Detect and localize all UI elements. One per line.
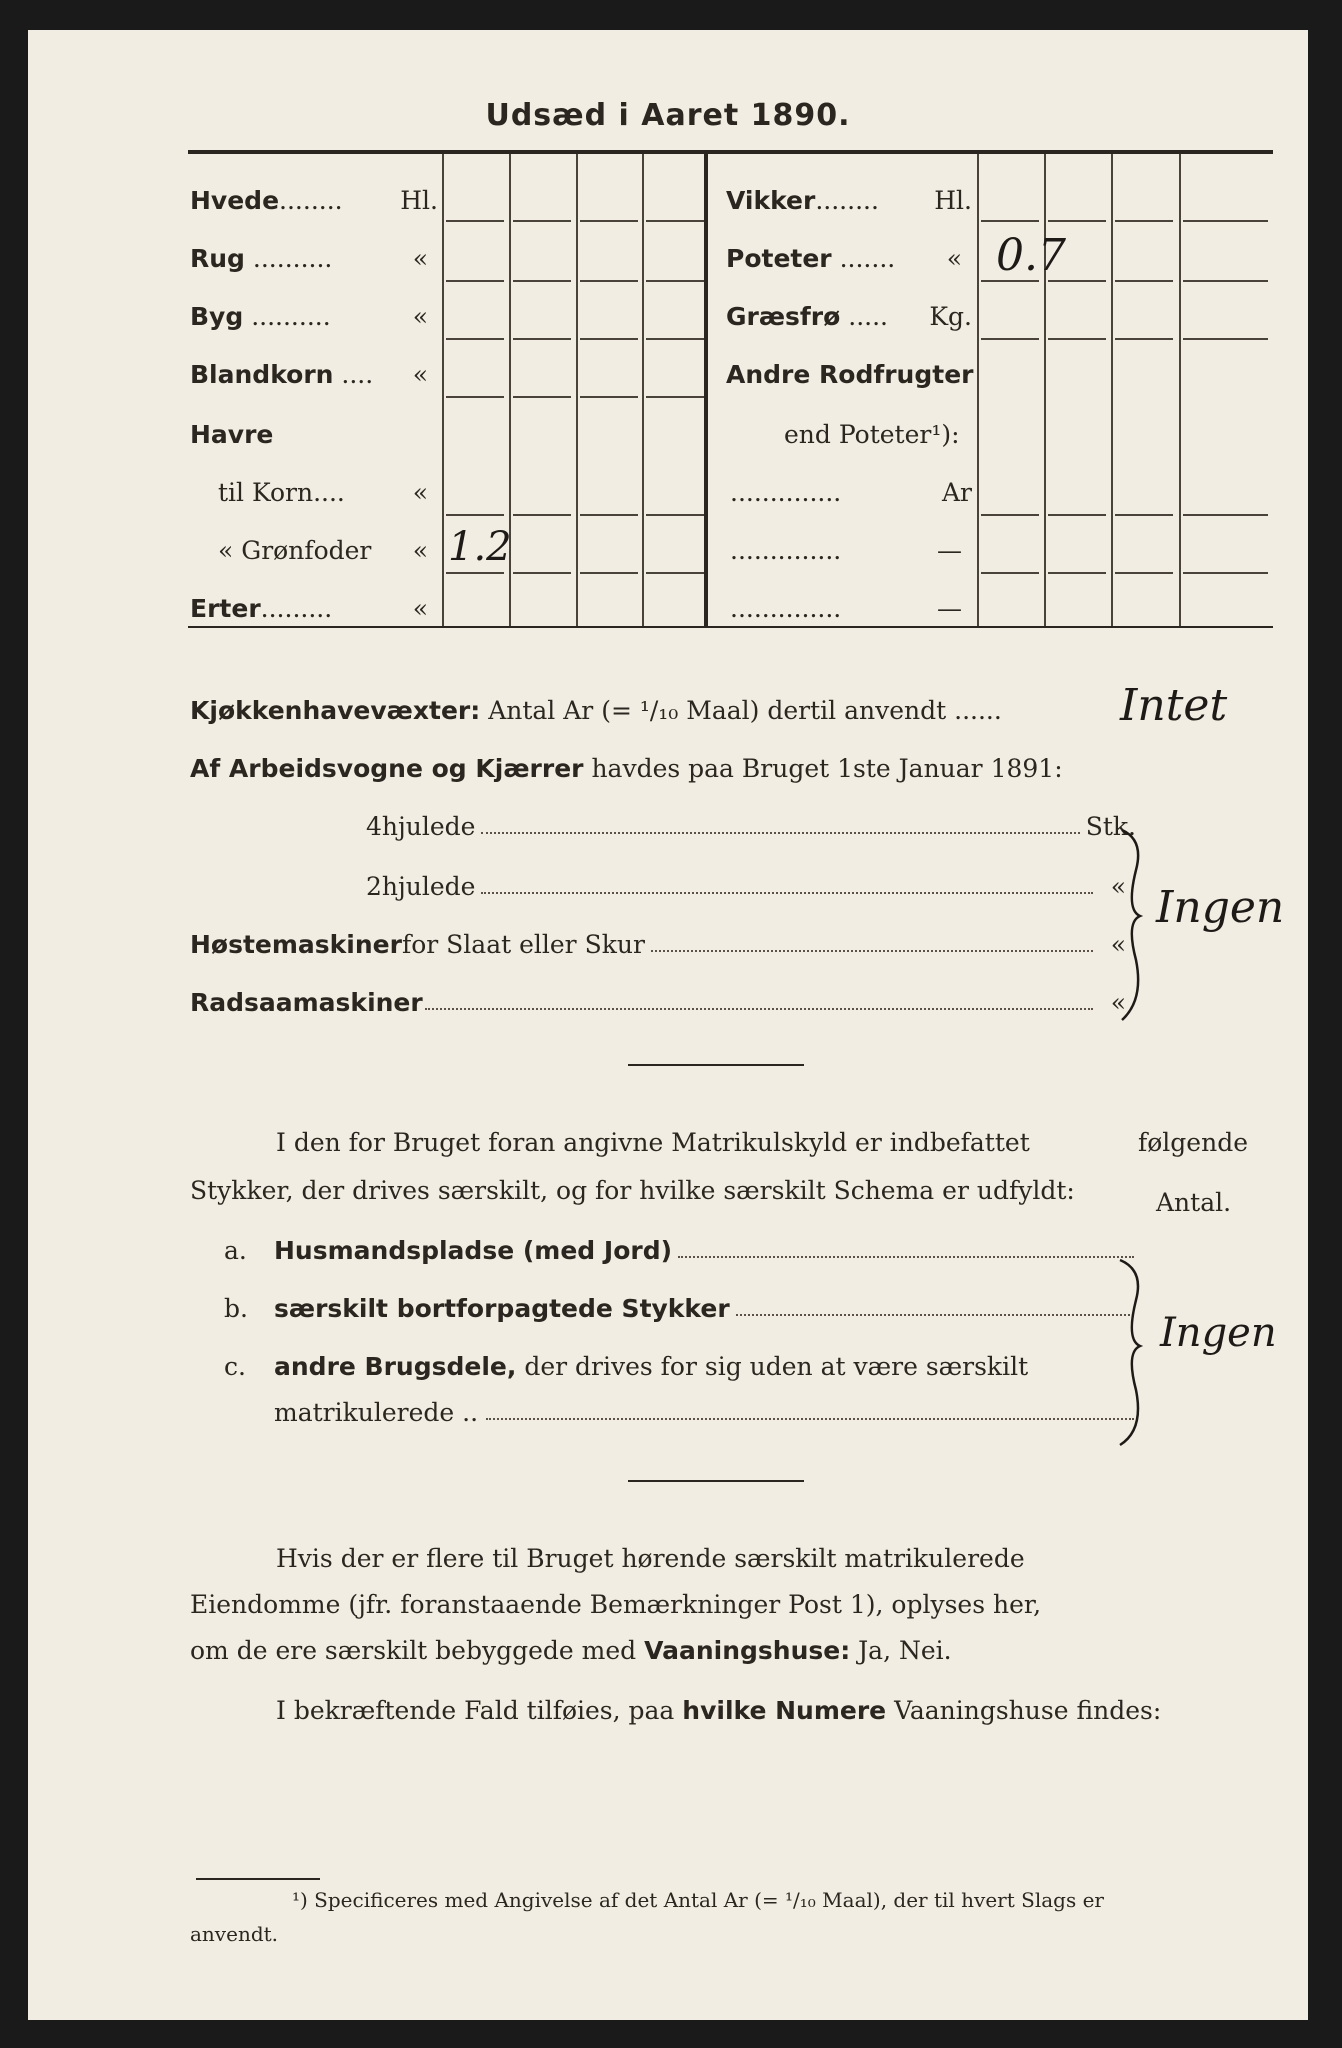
arbeid-line: Af Arbeidsvogne og Kjærrer havdes paa Bruget 1ste Januar 1891: — [190, 754, 1063, 783]
hvis-line3: om de ere særskilt bebyggede med Vaaningshuse: Ja, Nei. — [190, 1636, 952, 1665]
table-center-divider — [704, 154, 708, 626]
vehicle-row: 2hjulede « — [366, 872, 1126, 901]
footnote-line1: ¹) Specificeres med Angivelse af det Antal Ar (= ¹/₁₀ Maal), der til hvert Slags er — [292, 1888, 1104, 1912]
brace-vehicles — [1116, 800, 1156, 1030]
left-crop-row: Erter......... « — [190, 594, 428, 623]
item-row: b. særskilt bortforpagtede Stykker — [224, 1294, 1134, 1323]
left-crop-row: Blandkorn .... « — [190, 360, 428, 389]
left-crop-row: Havre — [190, 420, 274, 449]
grid-line — [642, 154, 644, 626]
item-row: a. Husmandspladse (med Jord) — [224, 1236, 1134, 1265]
vehicle-row: 4hjulede Stk. — [366, 812, 1136, 841]
grid-line — [1179, 154, 1181, 626]
right-crop-row: .............. — — [730, 594, 962, 623]
handwritten-gronfoder: 1.2 — [448, 524, 512, 570]
right-crop-row: Poteter ....... « — [726, 244, 962, 273]
form-page — [28, 30, 1308, 2020]
footnote-line2: anvendt. — [190, 1922, 279, 1946]
grid-line — [442, 154, 444, 626]
brace-items — [1114, 1220, 1158, 1460]
separator — [628, 1480, 804, 1482]
grid-line — [1044, 154, 1046, 626]
handwritten-kjokken: Intet — [1120, 680, 1228, 731]
page-title: Udsæd i Aaret 1890. — [485, 98, 851, 133]
table-bottom-rule — [188, 626, 1273, 628]
left-crop-row: Hvede........ Hl. — [190, 186, 438, 215]
hvis-line2: Eiendomme (jfr. foranstaaende Bemærkninger Post 1), oplyses her, — [190, 1590, 1042, 1619]
grid-line — [1111, 154, 1113, 626]
hvis-line1: Hvis der er flere til Bruget hørende særskilt matrikulerede — [276, 1544, 1025, 1573]
handwritten-stykker: Ingen — [1160, 1310, 1277, 1356]
separator — [628, 1064, 804, 1066]
right-crop-row: end Poteter¹): — [784, 420, 960, 449]
kjokken-line: Kjøkkenhavevæxter: Antal Ar (= ¹/₁₀ Maal) dertil anvendt ...... — [190, 696, 1002, 725]
right-crop-row: Græsfrø ..... Kg. — [726, 302, 972, 331]
vehicle-row: Radsaamaskiner « — [190, 988, 1126, 1017]
left-crop-row: til Korn.... « — [218, 478, 428, 507]
matrikul-antal: Antal. — [1156, 1188, 1232, 1217]
grid-line — [977, 154, 979, 626]
left-crop-row: Rug .......... « — [190, 244, 428, 273]
item-row: c. andre Brugsdele, der drives for sig uden at være særskilt — [224, 1352, 1029, 1381]
left-crop-row: « Grønfoder « — [218, 536, 428, 565]
footnote-rule — [196, 1878, 320, 1880]
right-crop-row: .............. Ar — [730, 478, 972, 507]
left-crop-row: Byg .......... « — [190, 302, 428, 331]
grid-line — [576, 154, 578, 626]
handwritten-poteter: 0.7 — [996, 230, 1066, 281]
right-crop-row: .............. — — [730, 536, 962, 565]
matrikul-line2: Stykker, der drives særskilt, og for hvilke særskilt Schema er udfyldt: — [190, 1176, 1075, 1205]
matrikul-line1: I den for Bruget foran angivne Matrikulskyld er indbefattet — [276, 1128, 1030, 1157]
item-row: matrikulerede .. — [274, 1398, 1134, 1427]
right-crop-row: Andre Rodfrugter — [726, 360, 974, 389]
right-crop-row: Vikker........ Hl. — [726, 186, 972, 215]
handwritten-vogne: Ingen — [1156, 882, 1285, 933]
bekr-line: I bekræftende Fald tilføies, paa hvilke Numere Vaaningshuse findes: — [276, 1696, 1162, 1725]
matrikul-folgende: følgende — [1138, 1128, 1248, 1157]
vehicle-row: Høstemaskiner for Slaat eller Skur « — [190, 930, 1126, 959]
